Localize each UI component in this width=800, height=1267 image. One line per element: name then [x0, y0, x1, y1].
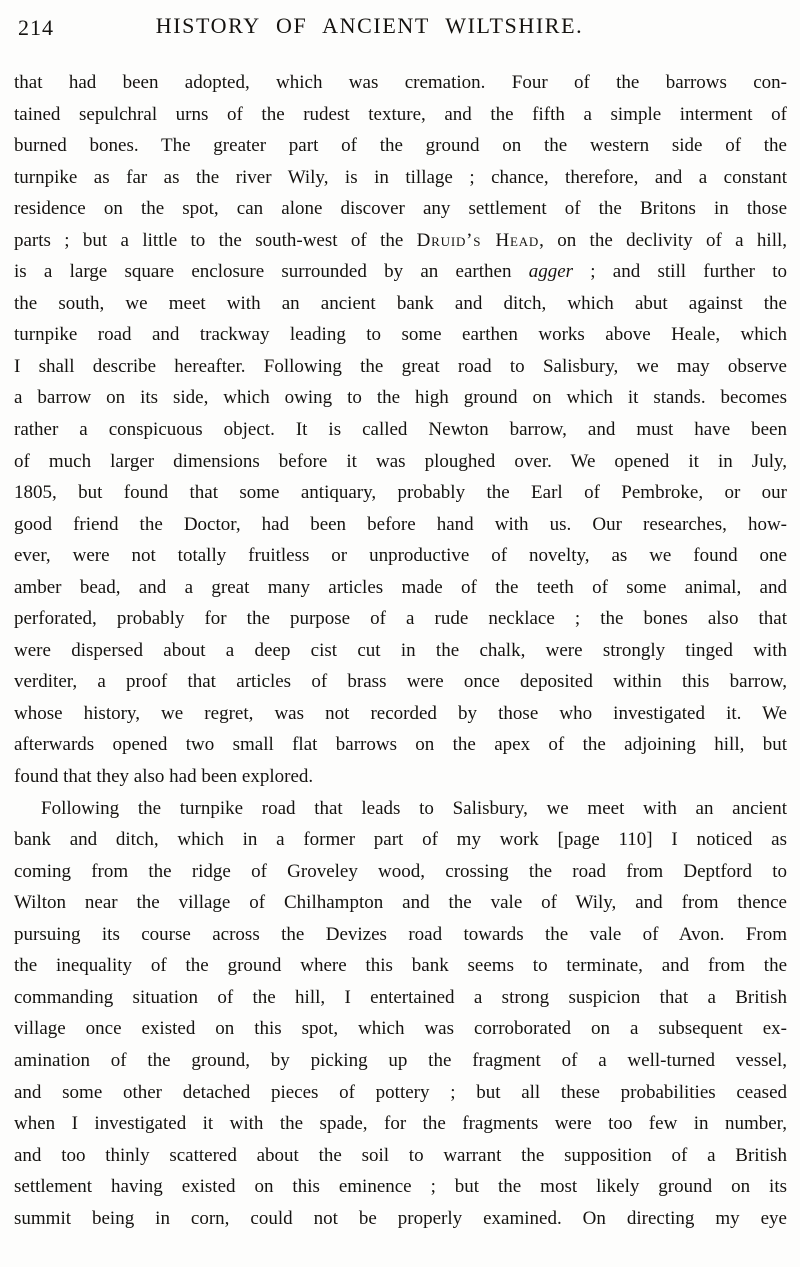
text-line: coming from the ridge of Groveley wood, crossing the road from Deptford to [14, 860, 787, 882]
text-line: Following the turnpike road that leads to Salisbury, we meet with an ancient [41, 797, 787, 819]
paragraph-1 [14, 67, 787, 793]
line-segment: is a large square enclosure surrounded by an earthen [14, 261, 529, 283]
text-line: good friend the Doctor, had been before hand with us. Our researches, how- [14, 513, 787, 535]
paragraph-2 [14, 793, 787, 1235]
text-line: residence on the spot, can alone discover any settlement of the Britons in those [14, 198, 787, 220]
text-line: Wilton near the village of Chilhampton and the vale of Wily, and from thence [14, 892, 787, 914]
text-line: were dispersed about a deep cist cut in the chalk, were strongly tinged with [14, 639, 787, 661]
text-line: rather a conspicuous object. It is called Newton barrow, and must have been [14, 419, 787, 441]
smallcaps-druids-head: Druid’s Head [416, 229, 540, 251]
text-line: and some other detached pieces of pottery ; but all these probabilities ceased [14, 1081, 787, 1103]
text-line: I shall describe hereafter. Following the great road to Salisbury, we may observe [14, 355, 787, 377]
text-line: turnpike road and trackway leading to some earthen works above Heale, which [14, 324, 787, 346]
page-number: 214 [18, 15, 54, 40]
text-line [14, 256, 787, 288]
text-line: when I investigated it with the spade, for the fragments were too few in number, [14, 1113, 787, 1135]
text-line [14, 225, 787, 257]
page-header [14, 13, 787, 43]
text-line: perforated, probably for the purpose of a rude necklace ; the bones also that [14, 608, 787, 630]
text-line: settlement having existed on this eminence ; but the most likely ground on its [14, 1176, 787, 1198]
text-line: bank and ditch, which in a former part of my work [page 110] I noticed as [14, 829, 787, 851]
text-line: burned bones. The greater part of the ground on the western side of the [14, 135, 787, 157]
text-line: commanding situation of the hill, I entertained a strong suspicion that a British [14, 986, 787, 1008]
text-line: found that they also had been explored. [14, 766, 314, 788]
text-line: tained sepulchral urns of the rudest texture, and the fifth a simple interment of [14, 103, 787, 125]
text-line: a barrow on its side, which owing to the high ground on which it stands. becomes [14, 387, 787, 409]
line-segment: parts ; but a little to the south-west of the [14, 229, 417, 251]
italic-agger: agger [528, 261, 574, 283]
page-title: HISTORY OF ANCIENT WILTSHIRE. [155, 13, 584, 38]
text-line: the inequality of the ground where this bank seems to terminate, and from the [14, 955, 787, 977]
text-line: that had been adopted, which was cremation. Four of the barrows con- [14, 72, 787, 93]
text-line: pursuing its course across the Devizes road towards the vale of Avon. From [14, 923, 787, 945]
text-line: 1805, but found that some antiquary, probably the Earl of Pembroke, or our [14, 482, 787, 504]
text-line: summit being in corn, could not be properly examined. On directing my eye [14, 1207, 787, 1229]
text-line: verditer, a proof that articles of brass were once deposited within this barrow, [14, 671, 787, 693]
text-line: ever, were not totally fruitless or unproductive of novelty, as we found one [14, 545, 787, 567]
text-line: whose history, we regret, was not recorded by those who investigated it. We [14, 702, 787, 724]
text-line: of much larger dimensions before it was ploughed over. We opened it in July, [14, 450, 787, 472]
body-text [14, 67, 787, 1234]
text-line: amination of the ground, by picking up the fragment of a well-turned vessel, [14, 1049, 787, 1071]
line-segment: ; and still further to [573, 261, 787, 283]
text-line: afterwards opened two small flat barrows on the apex of the adjoining hill, but [14, 734, 787, 756]
text-line: amber bead, and a great many articles made of the teeth of some animal, and [14, 576, 787, 598]
text-line: village once existed on this spot, which was corroborated on a subsequent ex- [14, 1018, 787, 1040]
text-line: turnpike as far as the river Wily, is in tillage ; chance, therefore, and a constant [14, 166, 787, 188]
text-line: the south, we meet with an ancient bank and ditch, which abut against the [14, 292, 787, 314]
line-segment: , on the declivity of a hill, [539, 229, 788, 251]
text-line: and too thinly scattered about the soil to warrant the supposition of a British [14, 1144, 787, 1166]
